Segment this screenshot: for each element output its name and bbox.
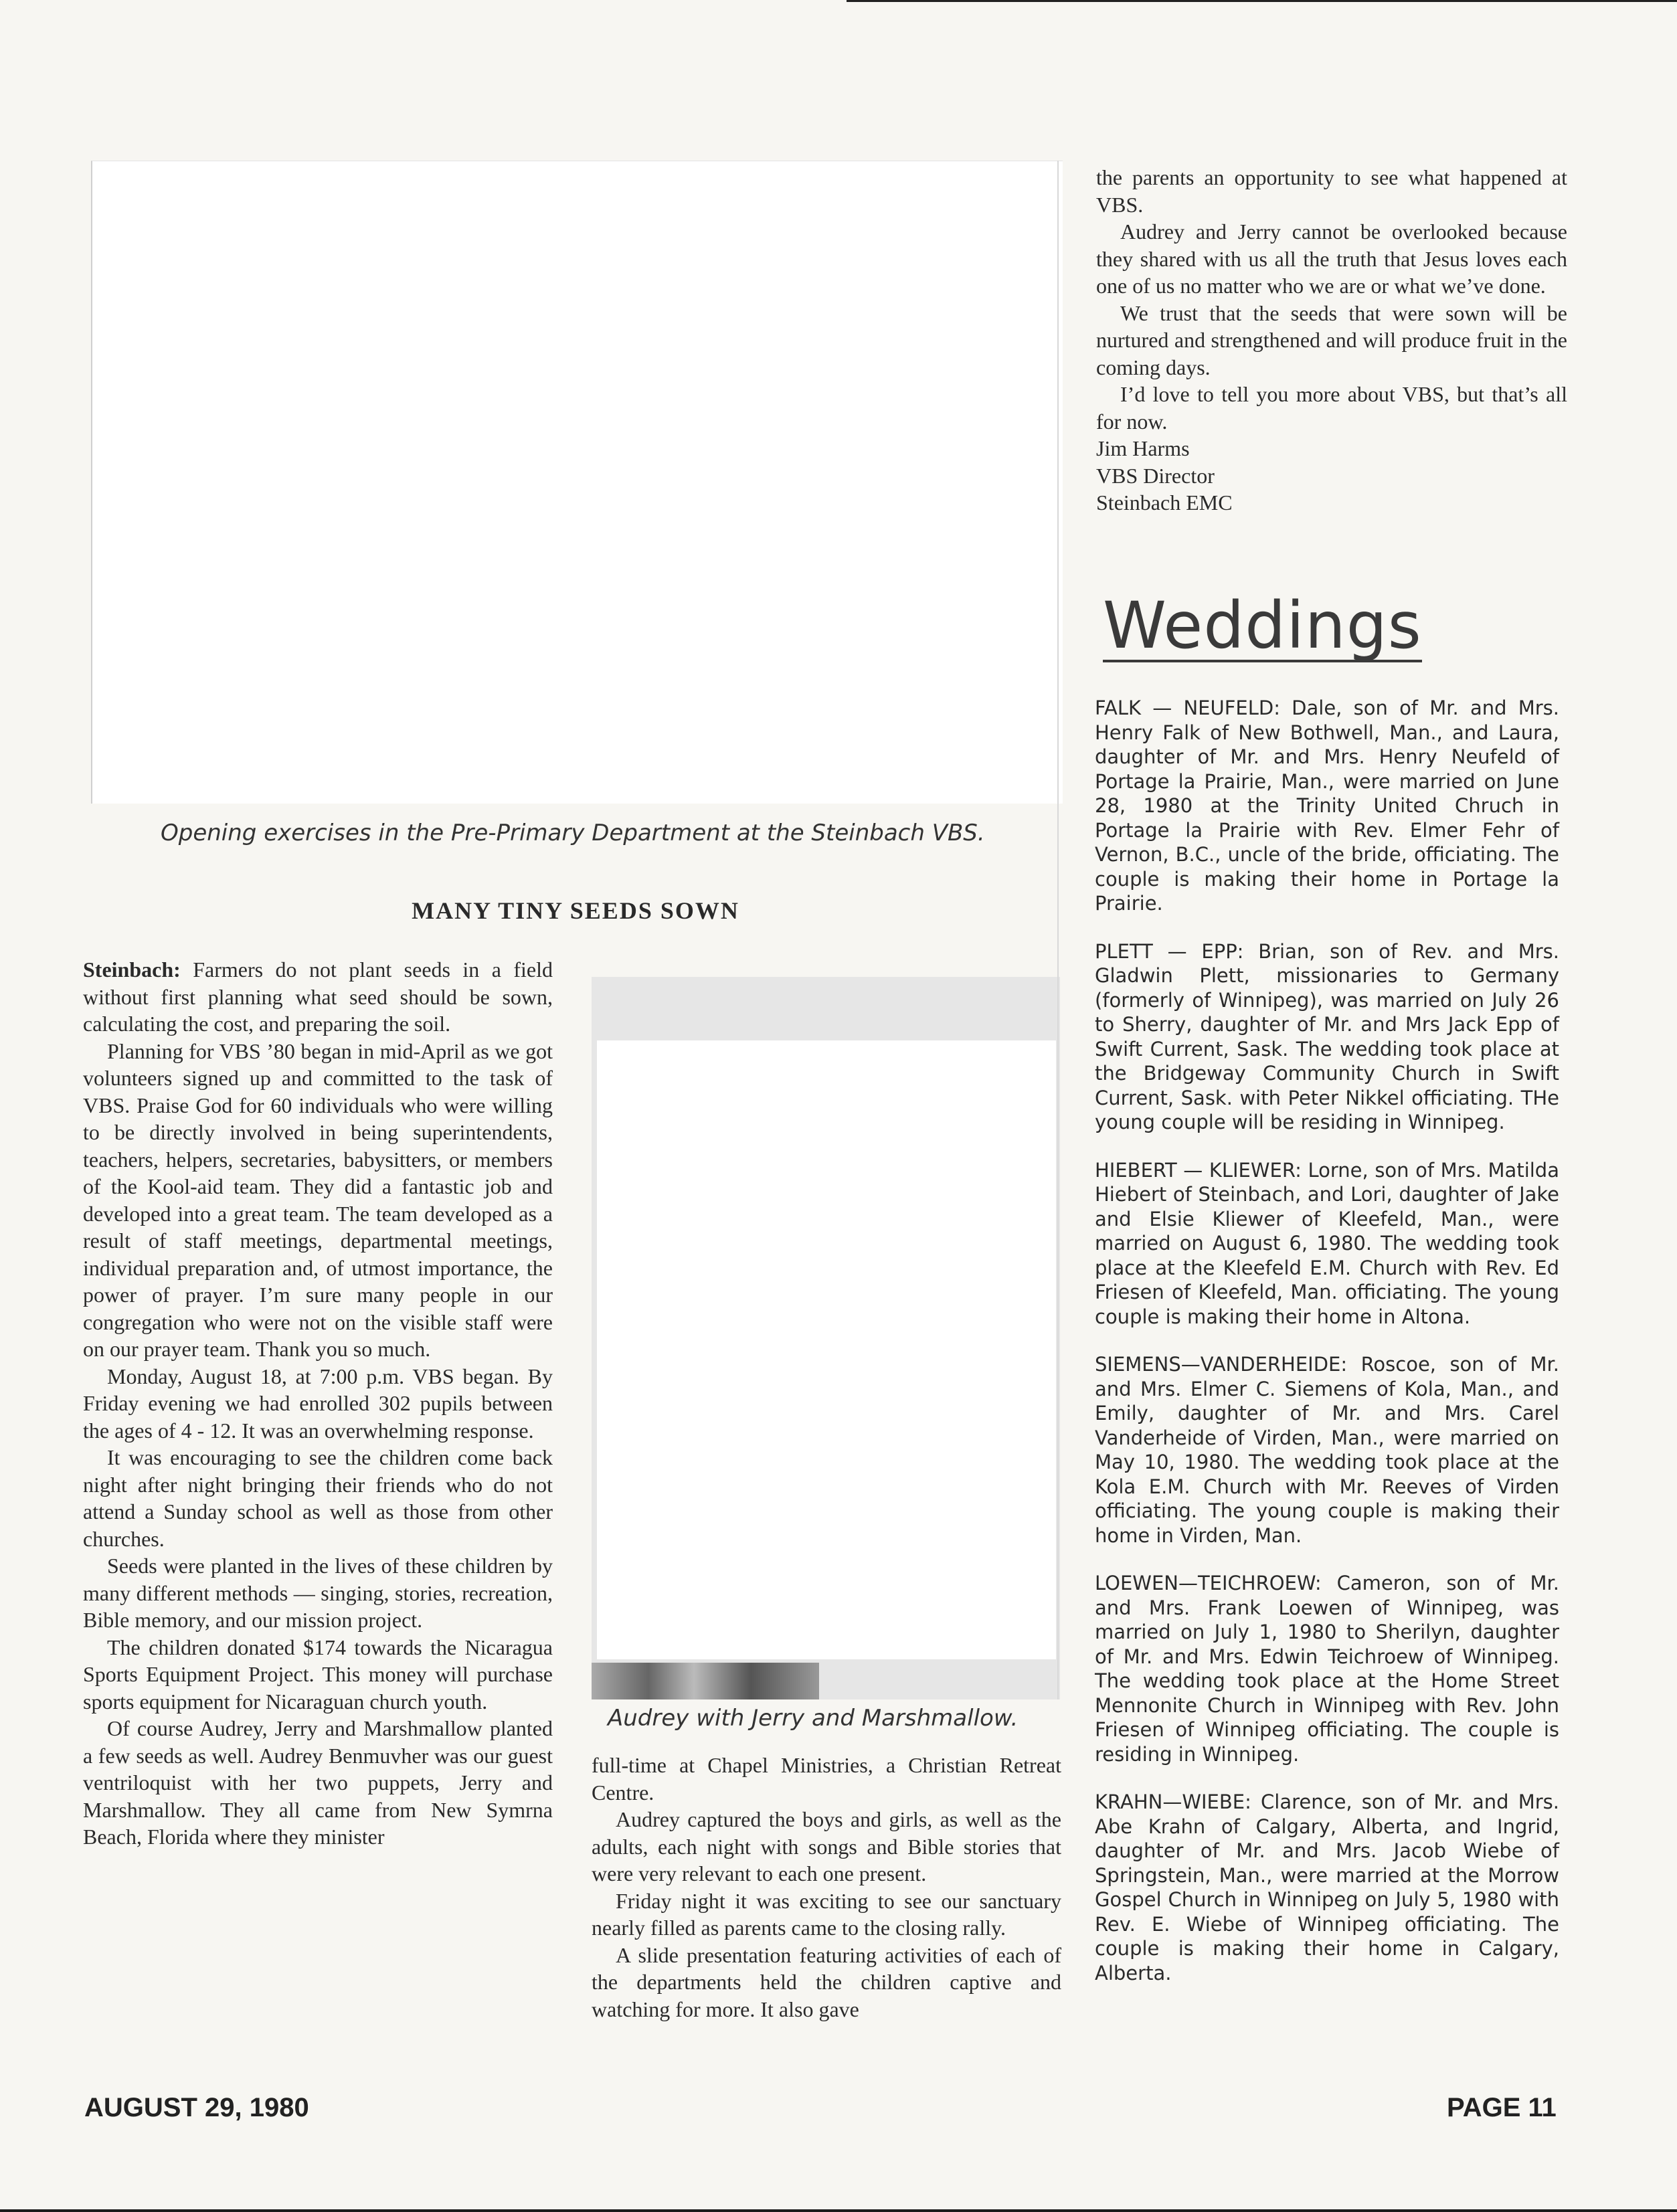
- article-paragraph: Audrey and Jerry cannot be overlooked because they shared with us all the truth that Jesus loves each one of us no matter who we are or what we’ve done.: [1096, 219, 1567, 298]
- lead-paragraph: [83, 956, 553, 1038]
- article-paragraph: It was encouraging to see the children come back night after night bringing their friends who do not attend a Sunday school as well as those from other churches.: [83, 1445, 553, 1551]
- photo-audrey-jerry-marshmallow: [597, 1040, 1056, 1659]
- article-paragraph: full-time at Chapel Ministries, a Christian Retreat Centre.: [592, 1753, 1061, 1805]
- article-paragraph: Planning for VBS ’80 began in mid-April as we got volunteers signed up and committed to the task of VBS. Praise God for 60 individuals who were willing to be directly involved in being superintendents, teachers, helpers, secretaries, babysitters, or members of the Kool-aid team. They did a fantastic job and developed into a great team. The team developed as a result of staff meetings, departmental meetings, individual preparation and, of utmost importance, the power of prayer. I’m sure many people in our congregation who were not on the visible staff were on our prayer team. Thank you so much.: [83, 1038, 553, 1361]
- article-paragraph: Of course Audrey, Jerry and Marshmallow planted a few seeds as well. Audrey Benmuvher was our guest ventriloquist with her two puppets, Jerry and Marshmallow. They all came from New Symrna Beach, Florida where they minister: [83, 1716, 553, 1849]
- article-paragraph: I’d love to tell you more about VBS, but that’s all for now.: [1096, 382, 1567, 434]
- top-rule: [847, 0, 1677, 2]
- wedding-entry: SIEMENS—VANDERHEIDE: Roscoe, son of Mr. and Mrs. Elmer C. Siemens of Kola, Man., and Emily, daughter of Mr. and Mrs. Carel Vanderheide of Virden, Man., were married on May 10, 1980. The wedding took place at the Kola E.M. Church with Mr. Reeves of Virden officiating. The young couple is making their home in Virden, Man.: [1095, 1353, 1559, 1547]
- article-column-3: [1096, 164, 1567, 517]
- bottom-rule: [0, 2209, 1677, 2212]
- article-column-2: [592, 1752, 1061, 2023]
- article-paragraph: Friday night it was exciting to see our sanctuary nearly filled as parents came to the closing rally.: [592, 1888, 1061, 1940]
- signature-church: Steinbach EMC: [1096, 490, 1233, 515]
- wedding-entry: PLETT — EPP: Brian, son of Rev. and Mrs. Gladwin Plett, missionaries to Germany (formerly of Winnipeg), was married on July 26 to Sherry, daughter of Mr. and Mrs Jack Epp of Swift Current, Sask. The wedding took place at the Bridgeway Community Church in Swift Current, Sask. with Peter Nikkel officiating. THe young couple will be residing in Winnipeg.: [1095, 939, 1559, 1133]
- issue-date: AUGUST 29, 1980: [84, 2093, 309, 2122]
- article-paragraph: the parents an opportunity to see what happened at VBS.: [1096, 165, 1567, 217]
- wedding-entry: HIEBERT — KLIEWER: Lorne, son of Mrs. Matilda Hiebert of Steinbach, and Lori, daughter of Jake and Elsie Kliewer of Kleefeld, Man., were married on August 6, 1980. The wedding took place at the Kleefeld E.M. Church with Rev. Ed Friesen of Kleefeld, Man. officiating. The young couple is making their home in Altona.: [1095, 1158, 1559, 1328]
- article-paragraph: Monday, August 18, at 7:00 p.m. VBS began. By Friday evening we had enrolled 302 pupils between the ages of 4 - 12. It was an overwhelming response.: [83, 1364, 553, 1443]
- wedding-entry: KRAHN—WIEBE: Clarence, son of Mr. and Mrs. Abe Krahn of Calgary, Alberta, and Ingrid, daughter of Mr. and Mrs. Jacob Wiebe of Springstein, Man., were married at the Morrow Gospel Church in Winnipeg on July 5, 1980 with Rev. E. Wiebe of Winnipeg officiating. The couple is making their home in Calgary, Alberta.: [1095, 1790, 1559, 1985]
- column-divider: [1057, 161, 1059, 1699]
- wedding-entry: FALK — NEUFELD: Dale, son of Mr. and Mrs. Henry Falk of New Bothwell, Man., and Laura, daughter of Mr. and Mrs. Henry Neufeld of Portage la Prairie, Man., were married on June 28, 1980 at the Trinity United Chruch in Portage la Prairie with Rev. Elmer Fehr of Vernon, B.C., uncle of the bride, officiating. The couple is making their home in Portage la Prairie.: [1095, 697, 1559, 915]
- article-headline: MANY TINY SEEDS SOWN: [412, 897, 739, 924]
- weddings-heading: Weddings: [1103, 588, 1422, 663]
- photo-pre-primary-opening: [91, 161, 1063, 804]
- photo-caption: Opening exercises in the Pre-Primary Department at the Steinbach VBS.: [161, 820, 985, 846]
- dateline: Steinbach:: [83, 957, 181, 982]
- page-number: PAGE 11: [1447, 2093, 1557, 2122]
- article-paragraph: Seeds were planted in the lives of these children by many different methods — singing, stories, recreation, Bible memory, and our mission project.: [83, 1554, 553, 1632]
- photo-bottom-strip: [592, 1663, 819, 1699]
- article-column-1: [83, 956, 553, 1851]
- signature-title: VBS Director: [1096, 463, 1215, 488]
- article-paragraph: Audrey captured the boys and girls, as well as the adults, each night with songs and Bible stories that were very relevant to each one present.: [592, 1807, 1061, 1885]
- wedding-entry: LOEWEN—TEICHROEW: Cameron, son of Mr. and Mrs. Frank Loewen of Winnipeg, was married on July 1, 1980 to Sherilyn, daughter of Mr. and Mrs. Edwin Teichroew of Winnipeg. The wedding took place at the Home Street Mennonite Church in Winnipeg with Rev. John Friesen of Winnipeg officiating. The couple is residing in Winnipeg.: [1095, 1572, 1559, 1766]
- signature-name: Jim Harms: [1096, 436, 1190, 460]
- photo-caption: Audrey with Jerry and Marshmallow.: [608, 1705, 1019, 1732]
- article-paragraph: We trust that the seeds that were sown will be nurtured and strengthened and will produce fruit in the coming days.: [1096, 300, 1567, 379]
- article-paragraph: A slide presentation featuring activities of each of the departments held the children captive and watching for more. It also gave: [592, 1942, 1061, 2021]
- lead-text: Farmers do not plant seeds in a field without first planning what seed should be sown, calculating the cost, and preparing the soil.: [83, 957, 553, 1036]
- article-paragraph: The children donated $174 towards the Nicaragua Sports Equipment Project. This money will purchase sports equipment for Nicaraguan church youth.: [83, 1635, 553, 1714]
- weddings-list: [1095, 696, 1559, 2009]
